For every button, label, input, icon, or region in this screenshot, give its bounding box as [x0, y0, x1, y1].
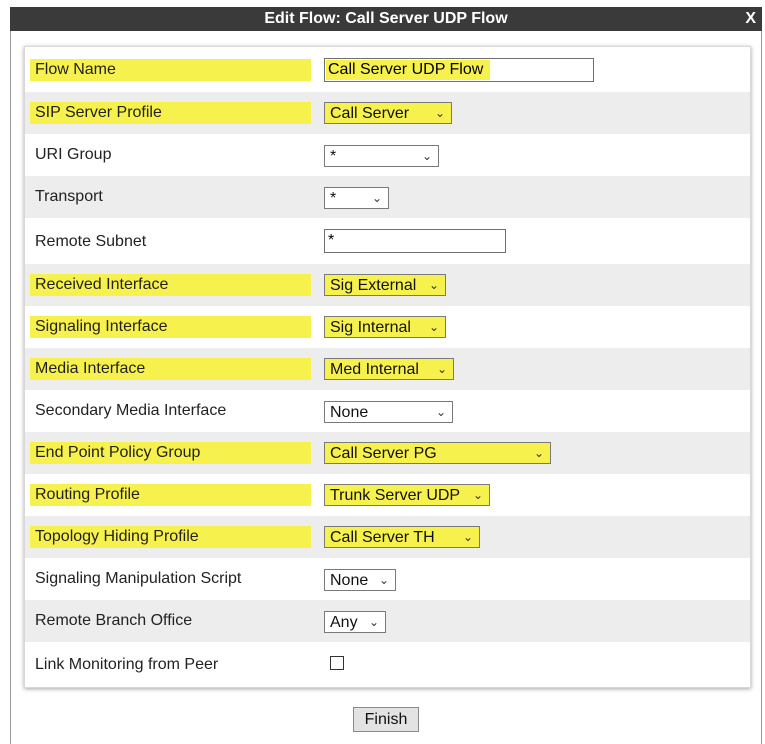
- row-sip-server-profile: [25, 92, 750, 134]
- chevron-down-icon: ⌄: [462, 530, 473, 544]
- chevron-down-icon: ⌄: [435, 405, 446, 419]
- sip-server-profile-select[interactable]: [324, 102, 452, 124]
- row-remote-subnet: [25, 218, 750, 260]
- signaling-manipulation-script-value: None: [330, 572, 369, 589]
- finish-button[interactable]: Finish: [353, 707, 419, 732]
- remote-branch-office-value: Any: [330, 614, 358, 631]
- chevron-down-icon: ⌄: [428, 320, 439, 334]
- routing-profile-label: Routing Profile: [35, 486, 140, 503]
- row-remote-branch-office: [25, 600, 750, 642]
- dialog-title: Edit Flow: Call Server UDP Flow: [264, 10, 508, 27]
- transport-label: Transport: [35, 188, 103, 205]
- topology-hiding-profile-select[interactable]: [324, 526, 480, 548]
- end-point-policy-group-select[interactable]: [324, 442, 551, 464]
- signaling-manipulation-script-select[interactable]: [324, 569, 396, 591]
- media-interface-select[interactable]: [324, 358, 454, 380]
- chevron-down-icon: ⌄: [436, 362, 447, 376]
- sip-server-profile-label: SIP Server Profile: [35, 104, 162, 121]
- remote-branch-office-label: Remote Branch Office: [35, 612, 193, 629]
- secondary-media-interface-select[interactable]: [324, 401, 453, 423]
- row-end-point-policy-group: [25, 432, 750, 474]
- routing-profile-select[interactable]: [324, 484, 490, 506]
- flow-name-value: Call Server UDP Flow: [328, 61, 484, 78]
- signaling-manipulation-script-label: Signaling Manipulation Script: [35, 570, 242, 587]
- received-interface-select[interactable]: [324, 274, 446, 296]
- row-flow-name: [25, 47, 750, 89]
- row-signaling-interface: [25, 306, 750, 348]
- chevron-down-icon: ⌄: [428, 278, 439, 292]
- secondary-media-interface-value: None: [330, 404, 369, 421]
- transport-select[interactable]: [324, 187, 389, 209]
- end-point-policy-group-label: End Point Policy Group: [35, 444, 201, 461]
- chevron-down-icon: ⌄: [371, 191, 382, 205]
- end-point-policy-group-value: Call Server PG: [330, 445, 437, 462]
- topology-hiding-profile-value: Call Server TH: [330, 529, 435, 546]
- dialog-border-right: [761, 31, 762, 744]
- row-media-interface: [25, 348, 750, 390]
- secondary-media-interface-label: Secondary Media Interface: [35, 402, 227, 419]
- remote-subnet-value: *: [328, 232, 335, 249]
- row-received-interface: [25, 264, 750, 306]
- sip-server-profile-value: Call Server: [330, 105, 410, 122]
- transport-value: *: [330, 190, 337, 207]
- flow-name-label: Flow Name: [35, 61, 116, 78]
- row-transport: [25, 176, 750, 218]
- row-signaling-manipulation-script: [25, 558, 750, 600]
- uri-group-value: *: [330, 148, 337, 165]
- remote-subnet-label: Remote Subnet: [35, 233, 147, 250]
- row-link-monitoring-from-peer: [25, 642, 750, 684]
- routing-profile-value: Trunk Server UDP: [330, 487, 461, 504]
- signaling-interface-value: Sig Internal: [330, 319, 411, 336]
- media-interface-label: Media Interface: [35, 360, 146, 377]
- link-monitoring-checkbox[interactable]: [330, 656, 344, 670]
- dialog-border-left: [10, 31, 11, 744]
- chevron-down-icon: ⌄: [421, 149, 432, 163]
- signaling-interface-select[interactable]: [324, 316, 446, 338]
- link-monitoring-from-peer-label: Link Monitoring from Peer: [35, 656, 219, 673]
- close-button[interactable]: X: [745, 10, 756, 27]
- remote-subnet-input[interactable]: [324, 229, 506, 253]
- chevron-down-icon: ⌄: [434, 106, 445, 120]
- row-routing-profile: [25, 474, 750, 516]
- media-interface-value: Med Internal: [330, 361, 419, 378]
- remote-branch-office-select[interactable]: [324, 611, 386, 633]
- row-topology-hiding-profile: [25, 516, 750, 558]
- chevron-down-icon: ⌄: [378, 573, 389, 587]
- uri-group-select[interactable]: [324, 145, 439, 167]
- row-uri-group: [25, 134, 750, 176]
- received-interface-label: Received Interface: [35, 276, 169, 293]
- received-interface-value: Sig External: [330, 277, 417, 294]
- topology-hiding-profile-label: Topology Hiding Profile: [35, 528, 199, 545]
- signaling-interface-label: Signaling Interface: [35, 318, 168, 335]
- row-secondary-media-interface: [25, 390, 750, 432]
- flow-form-panel: [24, 46, 751, 688]
- dialog-titlebar: [10, 7, 762, 31]
- uri-group-label: URI Group: [35, 146, 112, 163]
- flow-name-input[interactable]: [324, 58, 594, 82]
- chevron-down-icon: ⌄: [368, 615, 379, 629]
- chevron-down-icon: ⌄: [533, 446, 544, 460]
- chevron-down-icon: ⌄: [472, 488, 483, 502]
